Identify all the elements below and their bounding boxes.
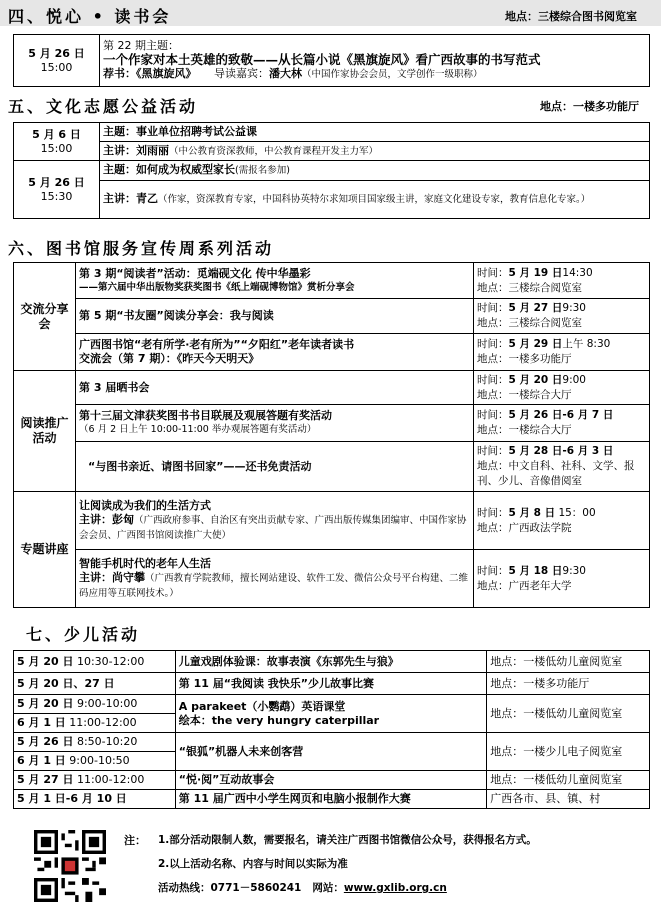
section-6-table [13,262,650,608]
s7-r6-place: 广西各市、县、镇、村 [490,792,601,805]
s6-g1-i1-time-extra: 14:30 [562,266,593,279]
s6-g2-i1-line1: 第 3 届晒书会 [79,380,150,394]
s4-guest-note: （中国作家协会会员，文学创作一级职称） [301,69,483,80]
s5-row2-speaker: 青乙 [136,192,158,205]
s6-g1-i3-place: 地点：一楼多功能厅 [477,353,572,365]
s7-r5-activity: “悦·阅”互动故事会 [178,773,275,786]
s7-r3-date2: 6 月 1 日 [17,716,66,729]
s4-guest-label: 导读嘉宾： [213,67,269,80]
s6-g3-i2-speaker-note: （广西教育学院教师，擅长网站建设、软件工发、微信公众号平台构建、二维码应用等互联网技术。） [79,572,469,599]
s6-g2-i3-line1: “与图书亲近、请图书回家”——还书免责活动 [88,459,312,473]
s6-g3-i1-speaker: 彭匈 [112,512,134,526]
s4-topic: 一个作家对本土英雄的致敬——从长篇小说《黑旗旋风》看广西故事的书写范式 [103,52,541,67]
s7-r3-activity2: 绘本：the very hungry caterpillar [178,713,380,727]
hotline-row [158,880,447,895]
s7-r5-place: 地点：一楼低幼儿童阅览室 [490,773,623,786]
note-line-1: 1.部分活动限制人数，需要报名，请关注广西图书馆微信公众号，获得报名方式。 [158,834,537,846]
section-4-header [0,0,661,26]
s6-g1-i2-time-extra: 9:30 [562,302,586,314]
s6-g2-i2-line1: 第十三届文津获奖图书书目联展及观展答题有奖活动 [79,409,332,422]
s6-g3-i1-time: 5 月 8 日 [508,506,556,519]
qr-code-image [34,830,106,902]
s5-row1-topic: 主题：事业单位招聘考试公益课 [103,125,257,138]
s5-row1-date: 5 月 6 日 [32,127,81,141]
section-4-location: 地点：三楼综合图书阅览室 [505,10,637,23]
s6-g1-i1-line1: 第 3 期“阅读者”活动：觅端砚文化 传中华墨彩 [79,266,311,280]
s6-cat-lecture: 专题讲座 [20,542,69,556]
s6-g1-i2-time: 5 月 27 日 [508,302,563,314]
s6-g2-i2-line2: （6 月 2 日上午 10:00-11:00 举办观展答题有奖活动） [79,424,317,435]
s7-r2-date: 5 月 20 日、27 日 [17,676,115,690]
s7-r4-place: 地点：一楼少儿电子阅览室 [490,744,623,758]
section-5-title: 五、文化志愿公益活动 [8,97,199,116]
s7-r3-date: 5 月 20 日 [17,697,74,710]
s6-g1-i3-time-extra: 上午 8:30 [562,338,611,350]
section-6-header [0,232,661,258]
s6-g2-i3-place: 地点：中文自科、社科、文学、报刊、少儿、音像借阅室 [477,460,635,487]
note-line-2: 2.以上活动名称、内容与时间以实际为准 [158,858,348,870]
s7-r4-date2: 6 月 1 日 [17,754,66,767]
s5-row1-speaker-label: 主讲： [103,143,136,157]
s4-time: 15:00 [40,60,73,74]
s7-r1-date: 5 月 20 日 [17,654,74,668]
s7-r1-place: 地点：一楼低幼儿童阅览室 [490,654,623,668]
section-7-title: 七、少儿活动 [26,625,141,644]
section-5-table [13,122,650,219]
section-6-title: 六、图书馆服务宣传周系列活动 [8,239,275,258]
s7-r2-activity: 第 11 届“我阅读 我快乐”少儿故事比赛 [178,676,375,690]
s6-g3-i2-time: 5 月 18 日 [508,564,563,577]
s5-row2-topic-note: (需报名参加) [235,165,290,176]
note-label: 注： [124,834,146,847]
time-label: 时间： [477,564,509,577]
s6-g3-i1-speaker-note: （广西政府参事、自治区有突出贡献专家、广西出版传媒集团编审、中国作家协会会员、广西图书馆阅读推广大使） [79,514,467,541]
s6-g1-i1-place: 地点：三楼综合阅览室 [477,281,582,294]
website-label: 网站： [312,882,344,894]
s7-r4-activity: “银狐”机器人未来创客营 [178,744,304,758]
s6-g2-i3-time: 5 月 28 日-6 月 3 日 [508,445,614,457]
s4-guest-name: 潘大林 [268,67,302,80]
s6-g2-i1-place: 地点：一楼综合大厅 [477,388,572,401]
s6-g2-i1-time-extra: 9:00 [562,373,586,386]
hotline-number: 0771－5860241 [210,882,302,894]
s7-r4-time: 8:50-10:20 [76,735,138,748]
s6-cat-reading: 阅读推广活动 [20,416,69,445]
s6-g1-i1-line2: ——第六届中华出版物奖获奖图书《纸上端砚博物馆》赏析分享会 [79,281,355,293]
s6-g3-i1-line1: 让阅读成为我们的生活方式 [79,498,211,512]
s6-g1-i2-line1: 第 5 期“书友圈”阅读分享会：我与阅读 [79,309,274,322]
s7-r4-time2: 9:00-10:50 [69,754,130,767]
section-4-table [13,34,650,87]
s6-cat-sharing: 交流分享会 [20,301,69,331]
time-label: 时间： [477,445,509,457]
s7-r3-activity: A parakeet（小鹦鹉）英语课堂 [178,699,346,713]
s6-g3-i2-time-extra: 9:30 [562,564,586,577]
s6-g2-i2-time: 5 月 26 日-6 月 7 日 [508,409,614,421]
s6-g3-i2-place: 地点：广西老年大学 [477,579,572,592]
s5-row1-time: 15:00 [40,141,73,155]
s6-g1-i3-time: 5 月 29 日 [508,338,563,350]
s6-g3-i2-line1: 智能手机时代的老年人生活 [79,556,211,570]
section-5-location: 地点：一楼多功能厅 [540,100,639,113]
section-7-table [13,650,650,809]
section-5-header [0,90,661,116]
s7-r6-activity: 第 11 届广西中小学生网页和电脑小报制作大赛 [178,792,411,805]
s4-period: 第 22 期主题： [103,39,179,52]
s5-row1-speaker-note: （中公教育资深教师，中公教育课程开发主力军） [169,145,379,157]
section-4-title: 四、悦心 • 读书会 [8,7,172,26]
s6-g1-i3-line1: 广西图书馆“老有所学·老有所为”“夕阳红”老年读者读书 [79,338,355,351]
s7-r1-time: 10:30-12:00 [76,654,145,668]
s5-row1-speaker: 刘雨丽 [136,143,169,157]
s4-date: 5 月 26 日 [28,46,85,60]
time-label: 时间： [477,266,509,279]
s6-g1-i2-place: 地点：三楼综合阅览室 [477,317,582,329]
speaker-label: 主讲： [79,512,112,526]
time-label: 时间： [477,338,509,350]
hotline-label: 活动热线： [158,882,211,894]
time-label: 时间： [477,373,509,386]
time-label: 时间： [477,302,509,314]
s5-row2-speaker-note: （作家，资深教育专家，中国科协英特尔求知项目国家级主讲，家庭文化建设专家，教育信息化专家。） [158,194,591,205]
speaker-label: 主讲： [79,570,112,584]
s6-g1-i3-line2: 交流会（第 7 期）：《昨天今天明天》 [79,352,260,365]
section-7-header [0,618,661,644]
s7-r3-place: 地点：一楼低幼儿童阅览室 [490,706,623,720]
s6-g1-i1-time: 5 月 19 日 [508,266,563,279]
time-label: 时间： [477,409,509,421]
s7-r1-activity: 儿童戏剧体验课：故事表演《东郭先生与狼》 [178,654,399,668]
s5-row2-topic: 主题：如何成为权威型家长 [103,163,235,176]
s7-r6-date: 5 月 1 日-6 月 10 日 [17,792,127,805]
s7-r5-time: 11:00-12:00 [76,773,145,786]
s5-row2-time: 15:30 [40,189,73,203]
s5-row2-date: 5 月 26 日 [28,175,85,189]
s6-g3-i1-place: 地点：广西政法学院 [477,521,572,534]
website-link[interactable]: www.gxlib.org.cn [343,882,447,894]
s5-row2-speaker-label: 主讲： [103,192,136,205]
s4-book: 荐书：《黑旗旋风》 [103,67,197,80]
s7-r5-date: 5 月 27 日 [17,773,74,786]
s7-r2-place: 地点：一楼多功能厅 [490,676,590,690]
time-label: 时间： [477,506,509,519]
s7-r3-time: 9:00-10:00 [76,697,138,710]
s7-r4-date: 5 月 26 日 [17,735,74,748]
s6-g3-i2-speaker: 尚守攀 [112,570,145,584]
s6-g2-i1-time: 5 月 20 日 [508,373,563,386]
s6-g2-i2-place: 地点：一楼综合大厅 [477,424,572,436]
s7-r3-time2: 11:00-12:00 [69,716,137,729]
s6-g3-i1-time-extra: 15：00 [558,506,596,519]
